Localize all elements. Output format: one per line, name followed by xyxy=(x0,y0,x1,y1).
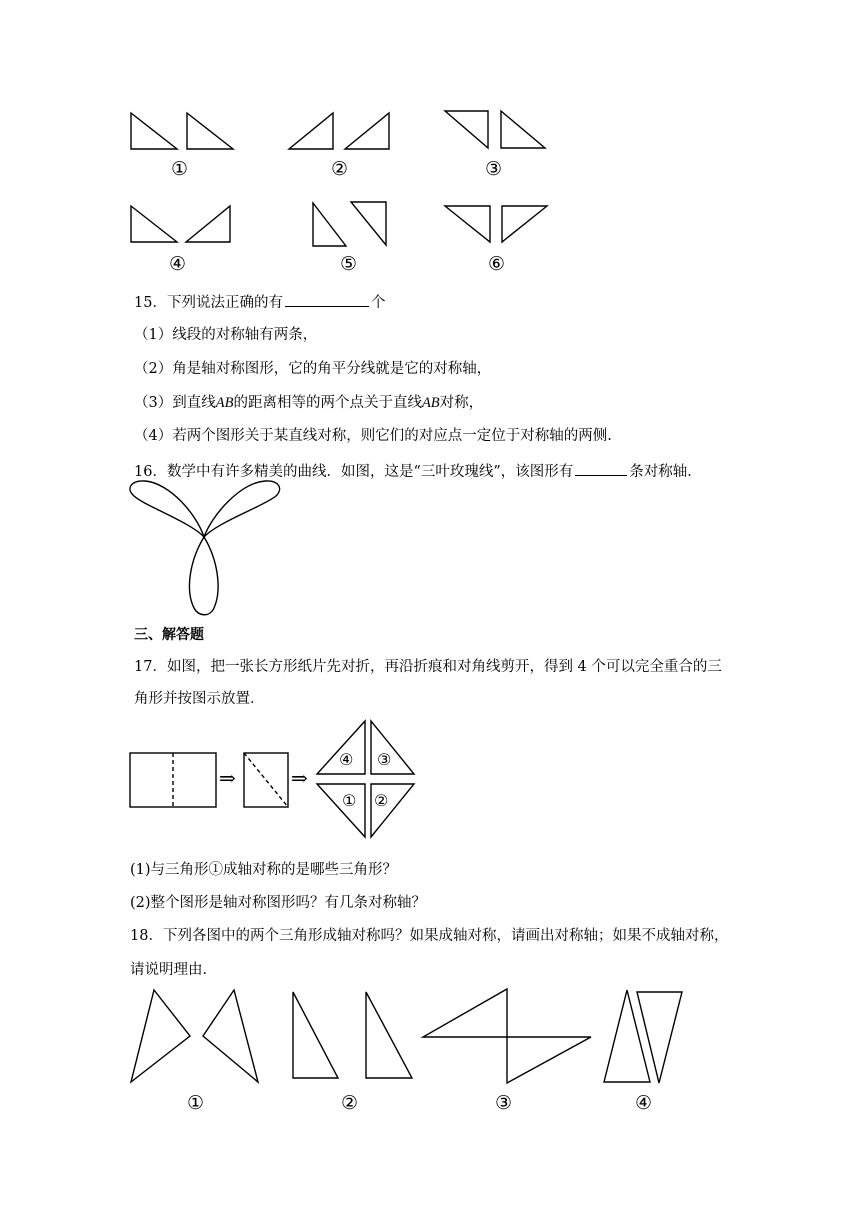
q15-item-3-end: 对称， xyxy=(439,395,484,411)
triangle-2-label: ② xyxy=(374,791,389,810)
q18-pair1-right xyxy=(203,990,258,1082)
q18-pair2-label: ② xyxy=(341,1092,359,1114)
arrow-1: ⇒ xyxy=(219,766,236,790)
q15-item-3-ab-1: AB xyxy=(215,395,234,411)
q15-item-3-ab-2: AB xyxy=(421,395,440,411)
q17-line-1: 17．如图，把一张长方形纸片先对折，再沿折痕和对角线剪开，得到 4 个可以完全重合的三 xyxy=(134,659,722,675)
q17-subquestion-1: (1)与三角形①成轴对称的是哪些三角形？ xyxy=(130,862,398,878)
triangle-1-label: ① xyxy=(342,791,357,810)
pair6-label: ⑥ xyxy=(488,253,506,275)
q18-pair1-left xyxy=(131,990,190,1082)
q18-pair3-label: ③ xyxy=(495,1092,513,1114)
triangle-4-label: ④ xyxy=(339,750,354,769)
arrow-2: ⇒ xyxy=(291,766,308,790)
pair2-label: ② xyxy=(331,158,349,180)
q18-line-2: 请说明理由． xyxy=(130,962,217,978)
pair5-label: ⑤ xyxy=(340,253,358,275)
q18-pair3-bottom xyxy=(507,1037,591,1083)
q15-item-2: （2）角是轴对称图形，它的角平分线就是它的对称轴， xyxy=(134,361,492,377)
pair4-label: ④ xyxy=(169,253,187,275)
q16-prompt-unit: 条对称轴． xyxy=(629,464,702,480)
q17-line-2: 角形并按图示放置． xyxy=(134,691,265,707)
q18-pair4-right xyxy=(637,992,682,1083)
q18-pair1-label: ① xyxy=(187,1092,205,1114)
q16-prompt-text: 16．数学中有许多精美的曲线．如图，这是“三叶玫瑰线”，该图形有 xyxy=(134,464,574,480)
q17-subquestion-2: (2)整个图形是轴对称图形吗？有几条对称轴？ xyxy=(130,895,427,911)
q18-pair2-left xyxy=(293,992,338,1078)
pair3-label: ③ xyxy=(485,158,503,180)
q18-pair3-top xyxy=(423,989,507,1037)
q18-pair4-label: ④ xyxy=(635,1092,653,1114)
q18-pair2-right xyxy=(366,992,412,1078)
q18-pair4-left xyxy=(604,990,650,1082)
q15-item-3-start: （3）到直线 xyxy=(134,395,216,411)
pair1-label: ① xyxy=(171,158,189,180)
section-3-title: 三、解答题 xyxy=(134,627,204,643)
q15-item-3-mid: 的距离相等的两个点关于直线 xyxy=(233,395,422,411)
triangle-3-label: ③ xyxy=(377,750,392,769)
q15-item-4: （4）若两个图形关于某直线对称，则它们的对应点一定位于对称轴的两侧. xyxy=(134,428,612,444)
q15-item-1: （1）线段的对称轴有两条， xyxy=(134,327,318,343)
q18-line-1: 18．下列各图中的两个三角形成轴对称吗？如果成轴对称，请画出对称轴；如果不成轴对称， xyxy=(130,928,729,944)
q15-prompt-text: 15．下列说法正确的有 xyxy=(134,295,283,311)
q15-prompt-unit: 个 xyxy=(370,295,386,311)
